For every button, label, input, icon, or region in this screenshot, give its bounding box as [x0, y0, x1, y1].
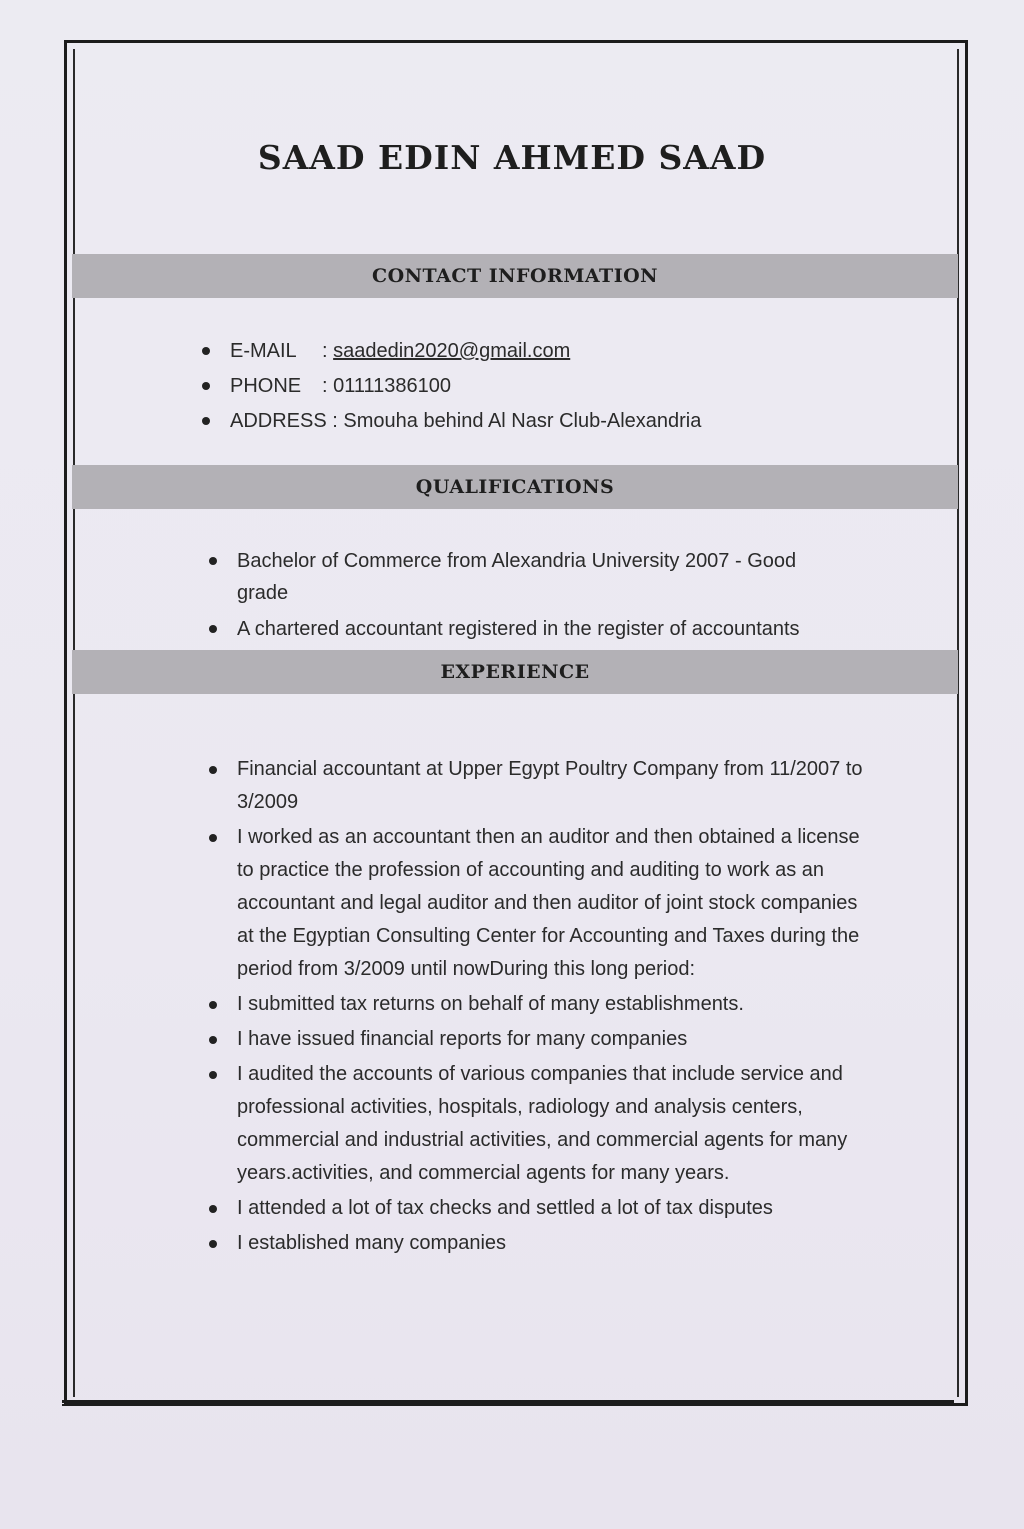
- qualifications-heading: QUALIFICATIONS: [415, 476, 615, 498]
- list-item: Bachelor of Commerce from Alexandria University 2007 - Good grade: [209, 545, 849, 609]
- qualifications-section-header: [72, 465, 958, 509]
- list-item: I worked as an accountant then an auditor and then obtained a license to practice the profession of accounting and auditing to work as an accountant and legal auditor and then auditor of joint stock companies at the Egyptian Consulting Center for Accounting and Taxes during the period from 3/2009 until nowDuring this long period:: [209, 821, 869, 986]
- address-label: ADDRESS: [230, 410, 327, 432]
- experience-list: [209, 753, 869, 1262]
- phone-label: PHONE: [230, 375, 302, 397]
- list-item: Financial accountant at Upper Egypt Poultry Company from 11/2007 to 3/2009: [209, 753, 869, 819]
- contact-email-item: [202, 336, 701, 371]
- list-item: I established many companies: [209, 1227, 869, 1260]
- list-item: I attended a lot of tax checks and settled a lot of tax disputes: [209, 1192, 869, 1225]
- resume-name: SAAD EDIN AHMED SAAD: [257, 138, 767, 177]
- experience-heading: EXPERIENCE: [440, 661, 590, 683]
- email-separator: :: [322, 340, 328, 362]
- contact-heading: CONTACT INFORMATION: [371, 265, 659, 287]
- list-item: I audited the accounts of various companies that include service and professional activities, hospitals, radiology and analysis centers, commercial and industrial activities, and commercial agents for many years.activities, and commercial agents for many years.: [209, 1058, 869, 1190]
- contact-list: [202, 336, 701, 441]
- list-item: I have issued financial reports for many companies: [209, 1023, 869, 1056]
- phone-value: 01111386100: [333, 375, 452, 397]
- contact-address-item: [202, 406, 701, 441]
- email-label: E-MAIL: [230, 340, 297, 362]
- email-link[interactable]: saadedin2020@gmail.com: [333, 340, 571, 362]
- experience-section-header: [72, 650, 958, 694]
- address-separator: :: [332, 410, 338, 432]
- contact-section-header: [72, 254, 958, 298]
- qualifications-list: [209, 545, 849, 649]
- list-item: I submitted tax returns on behalf of many establishments.: [209, 988, 869, 1021]
- bottom-border-rule: [62, 1400, 954, 1406]
- address-value: Smouha behind Al Nasr Club-Alexandria: [343, 410, 702, 432]
- phone-separator: :: [322, 375, 328, 397]
- list-item: A chartered accountant registered in the register of accountants: [209, 613, 849, 645]
- contact-phone-item: [202, 371, 701, 406]
